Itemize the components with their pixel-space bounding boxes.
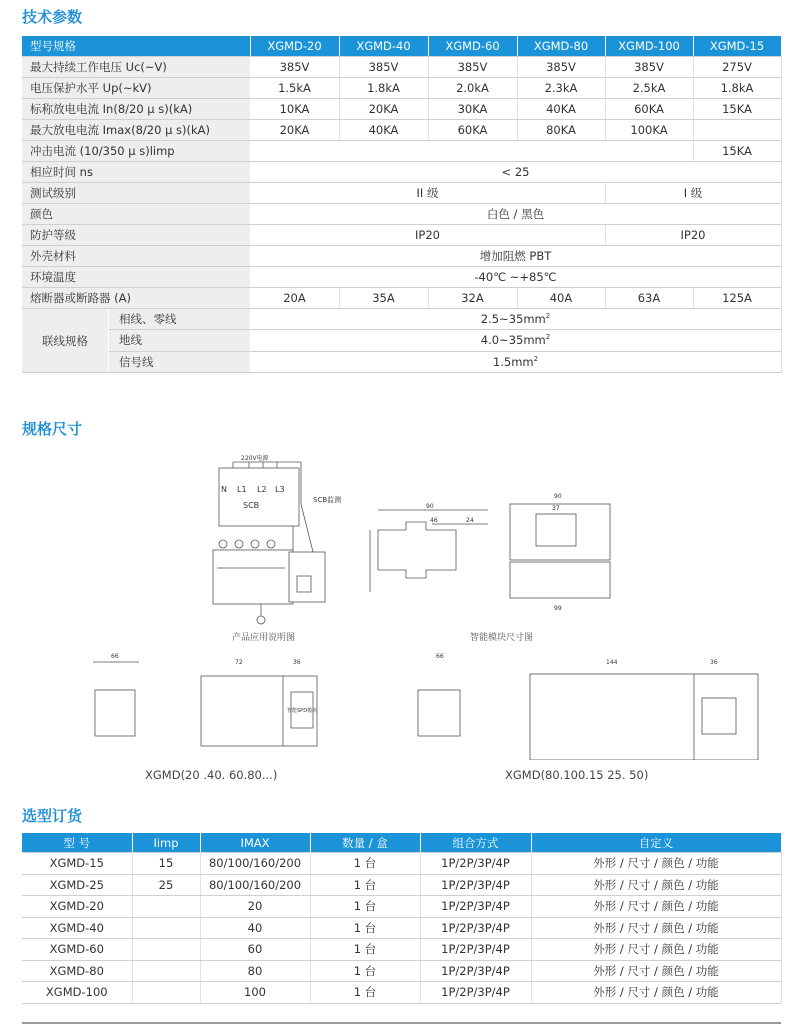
wiring-value: 4.0~35mm — [480, 333, 546, 348]
cell: 385V — [428, 57, 517, 78]
dim-label: 144 — [606, 659, 618, 666]
large-series-diagram — [400, 650, 780, 760]
cell: 385V — [517, 57, 605, 78]
dim-label: 37 — [552, 505, 560, 512]
spec-row-imax — [22, 120, 781, 141]
order-header: 组合方式 — [420, 833, 531, 853]
wiring-value: 2.5~35mm — [480, 312, 546, 327]
row-label: 冲击电流 (10/350 μ s)limp — [22, 141, 250, 162]
spec-table — [22, 36, 782, 373]
spec-row-protection — [22, 225, 781, 246]
order-header: 型 号 — [22, 833, 132, 853]
cell: 1.8kA — [339, 78, 428, 99]
model-header: XGMD-100 — [605, 36, 693, 57]
cell: 60KA — [605, 99, 693, 120]
cell: 1.8kA — [693, 78, 781, 99]
spec-row-impulse — [22, 141, 781, 162]
application-diagram — [205, 452, 345, 632]
spec-row-fuse — [22, 288, 781, 309]
cell: 2.5kA — [605, 78, 693, 99]
cell: 20KA — [250, 120, 339, 141]
dim-label: 66 — [436, 653, 444, 660]
order-header: 数量 / 盒 — [310, 833, 420, 853]
order-row — [22, 982, 781, 1004]
cell: 35A — [339, 288, 428, 309]
order-header-row — [22, 833, 781, 853]
cell: 32A — [428, 288, 517, 309]
small-series-diagram — [75, 650, 335, 760]
cell — [132, 917, 200, 939]
cell: 80 — [200, 960, 310, 982]
row-label: 防护等级 — [22, 225, 250, 246]
row-label: 外壳材料 — [22, 246, 250, 267]
superscript: 2 — [545, 333, 551, 342]
cell: IP20 — [605, 225, 781, 246]
cell: I 级 — [605, 183, 781, 204]
superscript: 2 — [545, 312, 551, 321]
spec-row-color — [22, 204, 781, 225]
row-label: 环境温度 — [22, 267, 250, 288]
cell: 80KA — [517, 120, 605, 141]
cell: 2.3kA — [517, 78, 605, 99]
wiring-group-label: 联线规格 — [22, 309, 109, 372]
spec-header-row — [22, 36, 781, 57]
cell: 80/100/160/200 — [200, 853, 310, 875]
spec-row-shell — [22, 246, 781, 267]
large-series-caption: XGMD(80.100.15 25. 50) — [505, 768, 649, 782]
cell-empty — [250, 141, 693, 162]
row-label: 标称放电电流 In(8/20 μ s)(kA) — [22, 99, 250, 120]
cell: 1P/2P/3P/4P — [420, 917, 531, 939]
cell: XGMD-20 — [22, 896, 132, 918]
row-label: 最大放电电流 Imax(8/20 μ s)(kA) — [22, 120, 250, 141]
cell: 外形 / 尺寸 / 颜色 / 功能 — [531, 896, 781, 918]
terminal-label: L3 — [275, 485, 285, 494]
spec-row-response — [22, 162, 781, 183]
cell: 1P/2P/3P/4P — [420, 960, 531, 982]
spec-row-in — [22, 99, 781, 120]
cell: 15 — [132, 853, 200, 875]
dim-label: 46 — [430, 517, 438, 524]
cell: XGMD-25 — [22, 874, 132, 896]
cell: 外形 / 尺寸 / 颜色 / 功能 — [531, 853, 781, 875]
cell — [250, 330, 781, 351]
order-header: IMAX — [200, 833, 310, 853]
spec-row-wiring-phase — [22, 309, 781, 330]
cell: 1P/2P/3P/4P — [420, 939, 531, 961]
row-label: 最大持续工作电压 Uc(~V) — [22, 57, 250, 78]
cell: 385V — [250, 57, 339, 78]
terminal-label: L1 — [237, 485, 247, 494]
cell — [132, 939, 200, 961]
cell: XGMD-40 — [22, 917, 132, 939]
model-header: XGMD-15 — [693, 36, 781, 57]
superscript: 2 — [533, 355, 539, 363]
wiring-sublabel: 地线 — [109, 330, 250, 351]
model-header: XGMD-60 — [428, 36, 517, 57]
cell: XGMD-15 — [22, 853, 132, 875]
order-table — [22, 833, 782, 1004]
cell: 1P/2P/3P/4P — [420, 896, 531, 918]
section-title-tech-params: 技术参数 — [22, 8, 83, 26]
order-row — [22, 896, 781, 918]
order-row — [22, 917, 781, 939]
cell: 20 — [200, 896, 310, 918]
spec-row-uc — [22, 57, 781, 78]
order-header: Iimp — [132, 833, 200, 853]
cell: 80/100/160/200 — [200, 874, 310, 896]
cell: 30KA — [428, 99, 517, 120]
cell: 25 — [132, 874, 200, 896]
cell: 1P/2P/3P/4P — [420, 874, 531, 896]
cell: 385V — [339, 57, 428, 78]
section-title-dimensions: 规格尺寸 — [22, 420, 83, 438]
cell: 外形 / 尺寸 / 颜色 / 功能 — [531, 874, 781, 896]
dim-label: 90 — [554, 493, 562, 500]
wiring-sublabel: 相线、零线 — [109, 309, 250, 330]
cell: 增加阻燃 PBT — [250, 246, 781, 267]
cell: 125A — [693, 288, 781, 309]
cell: 10KA — [250, 99, 339, 120]
row-label: 测试级别 — [22, 183, 250, 204]
wiring-sublabel: 信号线 — [119, 354, 154, 369]
cell: 外形 / 尺寸 / 颜色 / 功能 — [531, 939, 781, 961]
cell: -40℃ ~+85℃ — [250, 267, 781, 288]
order-row — [22, 939, 781, 961]
cell: 20A — [250, 288, 339, 309]
model-header: XGMD-80 — [517, 36, 605, 57]
cell: 40KA — [517, 99, 605, 120]
cell: 63A — [605, 288, 693, 309]
cell: 1 台 — [310, 939, 420, 961]
order-header: 自定义 — [531, 833, 781, 853]
dim-label: 90 — [426, 503, 434, 510]
power-label: 220V电源 — [241, 455, 269, 462]
order-row — [22, 874, 781, 896]
spec-row-env-temp — [22, 267, 781, 288]
cell: 1 台 — [310, 917, 420, 939]
cell: 1 台 — [310, 853, 420, 875]
cell: 60 — [200, 939, 310, 961]
cell — [132, 896, 200, 918]
cell: 60KA — [428, 120, 517, 141]
dim-label: 72 — [235, 659, 243, 666]
cell: 2.0kA — [428, 78, 517, 99]
cell — [693, 120, 781, 141]
dim-label: 66 — [111, 653, 119, 660]
wiring-value: 1.5mm — [492, 354, 534, 369]
cell — [250, 351, 781, 372]
cell: 15KA — [693, 99, 781, 120]
row-label: 颜色 — [22, 204, 250, 225]
footer-divider — [22, 1022, 781, 1024]
module-dimension-diagram — [360, 490, 620, 620]
cell: II 级 — [250, 183, 605, 204]
cell: 100 — [200, 982, 310, 1004]
dim-label: 24 — [466, 517, 474, 524]
cell: 385V — [605, 57, 693, 78]
cell: XGMD-80 — [22, 960, 132, 982]
cell — [132, 982, 200, 1004]
cell: IP20 — [250, 225, 605, 246]
app-diagram-caption: 产品应用说明图 — [232, 633, 296, 643]
cell: XGMD-60 — [22, 939, 132, 961]
cell: 1P/2P/3P/4P — [420, 853, 531, 875]
dim-label: 99 — [554, 605, 562, 612]
cell: 20KA — [339, 99, 428, 120]
cell: 白色 / 黑色 — [250, 204, 781, 225]
order-row — [22, 853, 781, 875]
scb-monitor-label: SCB监测 — [313, 496, 342, 504]
cell: 15KA — [693, 141, 781, 162]
smart-module-label: 智能SPD模块 — [287, 708, 318, 714]
cell: 40A — [517, 288, 605, 309]
spec-row-test-level — [22, 183, 781, 204]
cell: 1 台 — [310, 874, 420, 896]
cell: 1 台 — [310, 982, 420, 1004]
cell: 275V — [693, 57, 781, 78]
module-diagram-caption: 智能模块尺寸图 — [470, 633, 534, 643]
row-label: 电压保护水平 Up(~kV) — [22, 78, 250, 99]
terminal-label: N — [221, 485, 227, 494]
cell — [250, 309, 781, 330]
cell: < 25 — [250, 162, 781, 183]
terminal-label: L2 — [257, 485, 267, 494]
row-label: 熔断器或断路器 (A) — [22, 288, 250, 309]
section-title-ordering: 选型订货 — [22, 807, 83, 825]
cell: 1 台 — [310, 960, 420, 982]
cell: 40KA — [339, 120, 428, 141]
small-series-caption: XGMD(20 .40. 60.80...) — [145, 768, 278, 782]
cell: 1.5kA — [250, 78, 339, 99]
wiring-group — [22, 309, 250, 373]
model-header: XGMD-40 — [339, 36, 428, 57]
cell: 40 — [200, 917, 310, 939]
cell: 外形 / 尺寸 / 颜色 / 功能 — [531, 917, 781, 939]
cell: 外形 / 尺寸 / 颜色 / 功能 — [531, 960, 781, 982]
scb-label: SCB — [243, 501, 260, 510]
dim-label: 36 — [710, 659, 718, 666]
cell: XGMD-100 — [22, 982, 132, 1004]
cell: 外形 / 尺寸 / 颜色 / 功能 — [531, 982, 781, 1004]
cell — [132, 960, 200, 982]
row-label: 相应时间 ns — [22, 162, 250, 183]
spec-header-label: 型号规格 — [22, 36, 250, 57]
model-header: XGMD-20 — [250, 36, 339, 57]
cell: 1 台 — [310, 896, 420, 918]
spec-row-up — [22, 78, 781, 99]
dim-label: 36 — [293, 659, 301, 666]
cell: 100KA — [605, 120, 693, 141]
cell: 1P/2P/3P/4P — [420, 982, 531, 1004]
order-row — [22, 960, 781, 982]
